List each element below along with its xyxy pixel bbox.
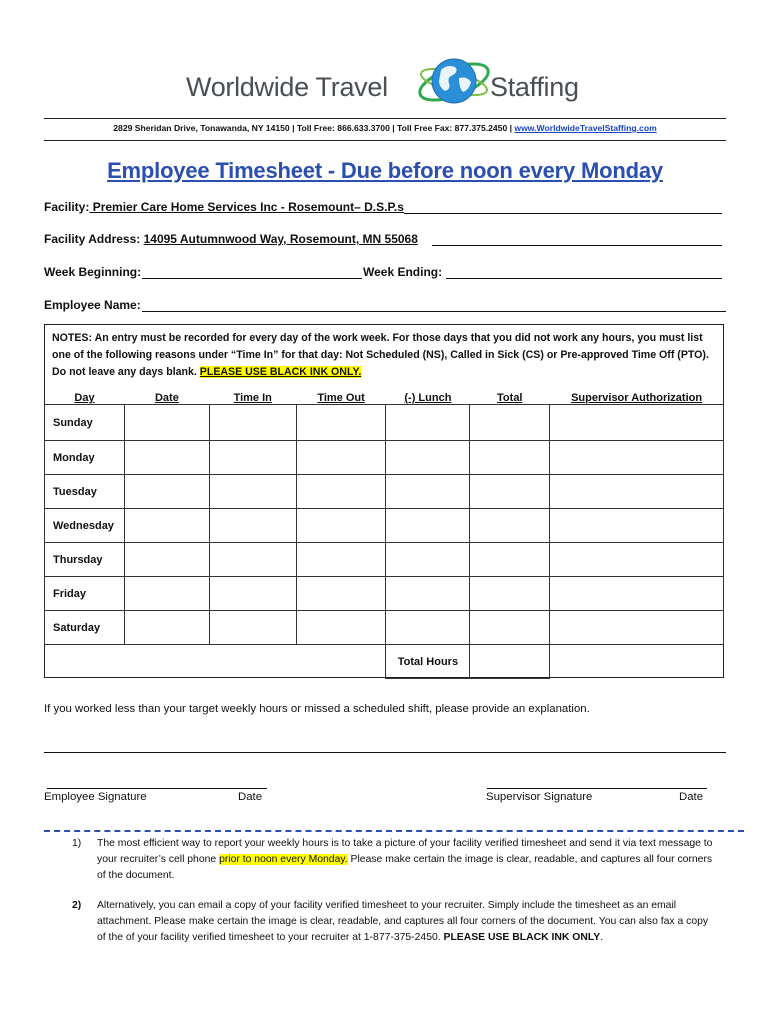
instruction-2 [97,898,719,946]
day-label: Saturday [45,611,125,645]
date-cell[interactable] [124,475,209,509]
table-row-total-hours [45,645,724,679]
week-beginning-label: Week Beginning: [44,265,142,279]
time-out-cell[interactable] [296,543,386,577]
instruction-1 [97,836,719,884]
table-row-thursday [45,543,724,577]
total-cell[interactable] [470,509,550,543]
day-label: Sunday [45,405,125,441]
instruction-1-number: 1) [72,838,82,849]
total-hours-label: Total Hours [386,645,470,679]
instruction-1-text-a: The most efficient way to report your weekly hours is to take a picture of your facility verified timesheet and send it via text message to your recruiter’s cell phone [97,838,713,865]
notes-highlight: PLEASE USE BLACK INK ONLY. [199,366,362,378]
facility-label: Facility: [44,200,90,214]
logo-text-left: Worldwide Travel [186,72,388,102]
page-title: Employee Timesheet - Due before noon every Monday [107,158,663,183]
instruction-2-number: 2) [72,900,82,911]
day-label: Wednesday [45,509,125,543]
date-cell[interactable] [124,405,209,441]
header-total: Total [497,392,523,404]
explanation-line[interactable] [44,752,726,753]
day-label: Friday [45,577,125,611]
table-row-tuesday [45,475,724,509]
lunch-cell[interactable] [386,611,470,645]
lunch-cell[interactable] [386,441,470,475]
notes [52,330,718,381]
employee-name-label: Employee Name: [44,298,141,312]
instruction-1-text-b: Please make certain the image is clear, readable, and captures all four corners of the document. [97,854,713,881]
time-in-cell[interactable] [209,441,296,475]
supervisor-date-label: Date [679,791,704,803]
instruction-1-highlight: prior to noon every Monday. [219,854,348,865]
employee-signature-line[interactable] [47,788,267,789]
instruction-2-text: Alternatively, you can email a copy of your facility verified timesheet to your recruiter. Simply include the timesheet as an email attachment. Please make certain the image is clear, readable, and captures all four corners of the document. You can also fax a copy of the of your facility verified timesheet to your recruiter at 1-877-375-2450. [97,900,709,943]
time-out-cell[interactable] [296,611,386,645]
supervisor-signature-label: Supervisor Signature [486,791,593,803]
total-cell[interactable] [470,405,550,441]
facility-row [44,200,404,214]
supervisor-cell[interactable] [550,441,724,475]
facility-address-value: 14095 Autumnwood Way, Rosemount, MN 55068 [143,232,418,246]
header-day: Day [74,392,95,404]
date-cell[interactable] [124,543,209,577]
address-text: 2829 Sheridan Drive, Tonawanda, NY 14150 | Toll Free: 866.633.3700 | Toll Free Fax: 877.375.2450 | [113,123,513,133]
supervisor-cell[interactable] [550,611,724,645]
date-cell[interactable] [124,509,209,543]
time-out-cell[interactable] [296,475,386,509]
time-out-cell[interactable] [296,441,386,475]
supervisor-cell[interactable] [550,475,724,509]
time-in-cell[interactable] [209,611,296,645]
total-cell[interactable] [470,611,550,645]
employee-name-field[interactable] [142,311,726,312]
facility-address-row [44,232,418,246]
employee-date-label: Date [238,791,263,803]
header-rule-bottom [44,140,726,141]
lunch-cell[interactable] [386,405,470,441]
instruction-2-end: . [600,932,604,943]
week-ending-field[interactable] [446,278,722,279]
lunch-cell[interactable] [386,475,470,509]
header-date: Date [154,392,179,404]
header-time-in: Time In [233,392,272,404]
supervisor-signature-line[interactable] [487,788,707,789]
table-row-wednesday [45,509,724,543]
day-label: Monday [45,441,125,475]
website-link[interactable]: www.WorldwideTravelStaffing.com [514,123,657,133]
facility-address-label: Facility Address: [44,232,141,246]
time-out-cell[interactable] [296,509,386,543]
time-in-cell[interactable] [209,509,296,543]
total-cell[interactable] [470,577,550,611]
total-hours-cell[interactable] [470,645,550,679]
time-out-cell[interactable] [296,405,386,441]
facility-line[interactable] [404,213,722,214]
lunch-cell[interactable] [386,509,470,543]
supervisor-cell[interactable] [550,405,724,441]
supervisor-cell[interactable] [550,577,724,611]
total-cell[interactable] [470,543,550,577]
date-cell[interactable] [124,611,209,645]
lunch-cell[interactable] [386,543,470,577]
table-header-row [45,386,724,405]
total-cell[interactable] [470,475,550,509]
dashed-divider [44,830,744,832]
date-cell[interactable] [124,441,209,475]
time-in-cell[interactable] [209,577,296,611]
time-in-cell[interactable] [209,405,296,441]
header-rule-top [44,118,726,119]
supervisor-cell[interactable] [550,543,724,577]
instruction-2-bold: PLEASE USE BLACK INK ONLY [443,932,601,943]
table-row-monday [45,441,724,475]
header-time-out: Time Out [317,392,365,404]
timesheet-table [44,386,724,679]
supervisor-cell[interactable] [550,509,724,543]
time-in-cell[interactable] [209,543,296,577]
time-in-cell[interactable] [209,475,296,509]
facility-value: Premier Care Home Services Inc - Rosemount– D.S.P.s [89,200,404,214]
week-beginning-field[interactable] [142,278,362,279]
address-line [44,123,726,133]
lunch-cell[interactable] [386,577,470,611]
day-label: Tuesday [45,475,125,509]
facility-address-line[interactable] [432,245,722,246]
table-row-friday [45,577,724,611]
table-row-saturday [45,611,724,645]
table-row-sunday [45,405,724,441]
notes-text: NOTES: An entry must be recorded for every day of the work week. For those days that you did not work any hours, you must list one of the following reasons under “Time In” for that day: Not Scheduled (NS), Called in Sick (CS) or Pre-approved Time Off (PTO). Do not leave any days blank. [52,332,709,378]
header-lunch: (-) Lunch [404,392,452,404]
header-supervisor-authorization: Supervisor Authorization [571,392,703,404]
employee-signature-label: Employee Signature [44,791,147,803]
time-out-cell[interactable] [296,577,386,611]
week-ending-label: Week Ending: [363,265,443,279]
logo-text-right: Staffing [490,72,579,102]
total-cell[interactable] [470,441,550,475]
globe-logo-icon [415,48,493,116]
day-label: Thursday [45,543,125,577]
explanation-prompt: If you worked less than your target weekly hours or missed a scheduled shift, please provide an explanation. [44,703,590,715]
date-cell[interactable] [124,577,209,611]
